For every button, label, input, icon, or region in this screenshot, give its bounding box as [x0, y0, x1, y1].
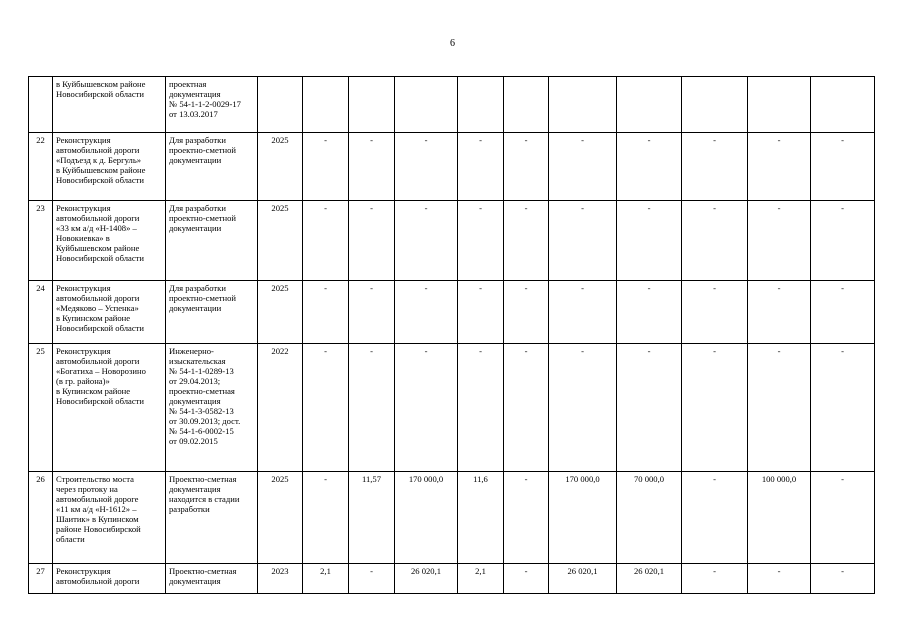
object-name-cell: Реконструкция автомобильной дороги «Медяково – Успенка» в Купинском районе Новосибирской области: [53, 281, 166, 344]
value-cell: -: [748, 281, 811, 344]
value-cell: -: [682, 281, 748, 344]
value-cell: [549, 77, 617, 133]
value-cell: -: [617, 281, 682, 344]
value-cell: -: [617, 344, 682, 472]
year-cell: 2023: [258, 564, 303, 594]
value-cell: 26 020,1: [617, 564, 682, 594]
value-cell: -: [617, 133, 682, 201]
value-cell: -: [748, 344, 811, 472]
value-cell: -: [395, 344, 458, 472]
value-cell: -: [395, 281, 458, 344]
value-cell: -: [458, 344, 504, 472]
object-name-cell: в Куйбышевском районе Новосибирской области: [53, 77, 166, 133]
value-cell: -: [811, 344, 875, 472]
table-row: [29, 77, 875, 133]
value-cell: [617, 77, 682, 133]
value-cell: -: [504, 344, 549, 472]
row-number-cell: 27: [29, 564, 53, 594]
value-cell: -: [395, 201, 458, 281]
value-cell: -: [395, 133, 458, 201]
value-cell: 100 000,0: [748, 472, 811, 564]
value-cell: -: [682, 133, 748, 201]
value-cell: 11,6: [458, 472, 504, 564]
table-row: [29, 281, 875, 344]
row-number-cell: [29, 77, 53, 133]
documentation-cell: Для разработки проектно-сметной документации: [166, 201, 258, 281]
value-cell: -: [458, 133, 504, 201]
value-cell: -: [682, 564, 748, 594]
value-cell: -: [682, 472, 748, 564]
documentation-cell: Проектно-сметная документация находится в стадии разработки: [166, 472, 258, 564]
object-name-cell: Реконструкция автомобильной дороги «Подъезд к д. Бергуль» в Куйбышевском районе Новосибирской области: [53, 133, 166, 201]
value-cell: -: [504, 281, 549, 344]
value-cell: -: [549, 344, 617, 472]
object-name-cell: Реконструкция автомобильной дороги: [53, 564, 166, 594]
documentation-cell: Для разработки проектно-сметной документации: [166, 133, 258, 201]
value-cell: -: [303, 344, 349, 472]
page-number: 6: [450, 38, 455, 49]
value-cell: -: [748, 201, 811, 281]
year-cell: 2025: [258, 133, 303, 201]
value-cell: [748, 77, 811, 133]
row-number-cell: 26: [29, 472, 53, 564]
value-cell: -: [811, 281, 875, 344]
row-number-cell: 22: [29, 133, 53, 201]
value-cell: -: [811, 201, 875, 281]
row-number-cell: 24: [29, 281, 53, 344]
value-cell: 2,1: [458, 564, 504, 594]
value-cell: -: [811, 133, 875, 201]
value-cell: 11,57: [349, 472, 395, 564]
value-cell: -: [504, 201, 549, 281]
value-cell: -: [458, 201, 504, 281]
value-cell: -: [617, 201, 682, 281]
value-cell: -: [303, 133, 349, 201]
value-cell: -: [349, 564, 395, 594]
value-cell: -: [504, 472, 549, 564]
row-number-cell: 23: [29, 201, 53, 281]
value-cell: -: [748, 133, 811, 201]
value-cell: [349, 77, 395, 133]
table-row: [29, 564, 875, 594]
value-cell: -: [549, 281, 617, 344]
value-cell: -: [303, 472, 349, 564]
object-name-cell: Строительство моста через протоку на автомобильной дороге «11 км а/д «Н-1612» – Шаитик» в Купинском районе Новосибирской области: [53, 472, 166, 564]
value-cell: -: [349, 344, 395, 472]
value-cell: -: [504, 133, 549, 201]
value-cell: -: [303, 281, 349, 344]
value-cell: -: [458, 281, 504, 344]
year-cell: [258, 77, 303, 133]
value-cell: [395, 77, 458, 133]
value-cell: [458, 77, 504, 133]
value-cell: -: [504, 564, 549, 594]
value-cell: -: [549, 133, 617, 201]
value-cell: [811, 77, 875, 133]
year-cell: 2025: [258, 472, 303, 564]
value-cell: -: [682, 344, 748, 472]
documentation-cell: Инженерно- изыскательская № 54-1-1-0289-13 от 29.04.2013; проектно-сметная документация № 54-1-3-0582-13 от 30.09.2013; дост. № 54-1-6-0002-15 от 09.02.2015: [166, 344, 258, 472]
value-cell: -: [811, 564, 875, 594]
value-cell: -: [682, 201, 748, 281]
value-cell: [504, 77, 549, 133]
table-row: [29, 201, 875, 281]
year-cell: 2025: [258, 281, 303, 344]
year-cell: 2022: [258, 344, 303, 472]
value-cell: 26 020,1: [549, 564, 617, 594]
value-cell: -: [349, 133, 395, 201]
value-cell: [303, 77, 349, 133]
row-number-cell: 25: [29, 344, 53, 472]
table-row: [29, 133, 875, 201]
value-cell: 70 000,0: [617, 472, 682, 564]
value-cell: -: [349, 281, 395, 344]
value-cell: -: [748, 564, 811, 594]
value-cell: -: [811, 472, 875, 564]
documentation-cell: Для разработки проектно-сметной документации: [166, 281, 258, 344]
table-row: [29, 344, 875, 472]
value-cell: 2,1: [303, 564, 349, 594]
value-cell: -: [303, 201, 349, 281]
value-cell: 170 000,0: [549, 472, 617, 564]
value-cell: -: [349, 201, 395, 281]
object-name-cell: Реконструкция автомобильной дороги «33 км а/д «Н-1408» – Новокиевка» в Куйбышевском районе Новосибирской области: [53, 201, 166, 281]
value-cell: [682, 77, 748, 133]
value-cell: -: [549, 201, 617, 281]
documentation-cell: проектная документация № 54-1-1-2-0029-17 от 13.03.2017: [166, 77, 258, 133]
year-cell: 2025: [258, 201, 303, 281]
value-cell: 170 000,0: [395, 472, 458, 564]
table-row: [29, 472, 875, 564]
document-table: [28, 76, 875, 594]
value-cell: 26 020,1: [395, 564, 458, 594]
object-name-cell: Реконструкция автомобильной дороги «Богатиха – Новорозино (в гр. района)» в Купинском районе Новосибирской области: [53, 344, 166, 472]
documentation-cell: Проектно-сметная документация: [166, 564, 258, 594]
